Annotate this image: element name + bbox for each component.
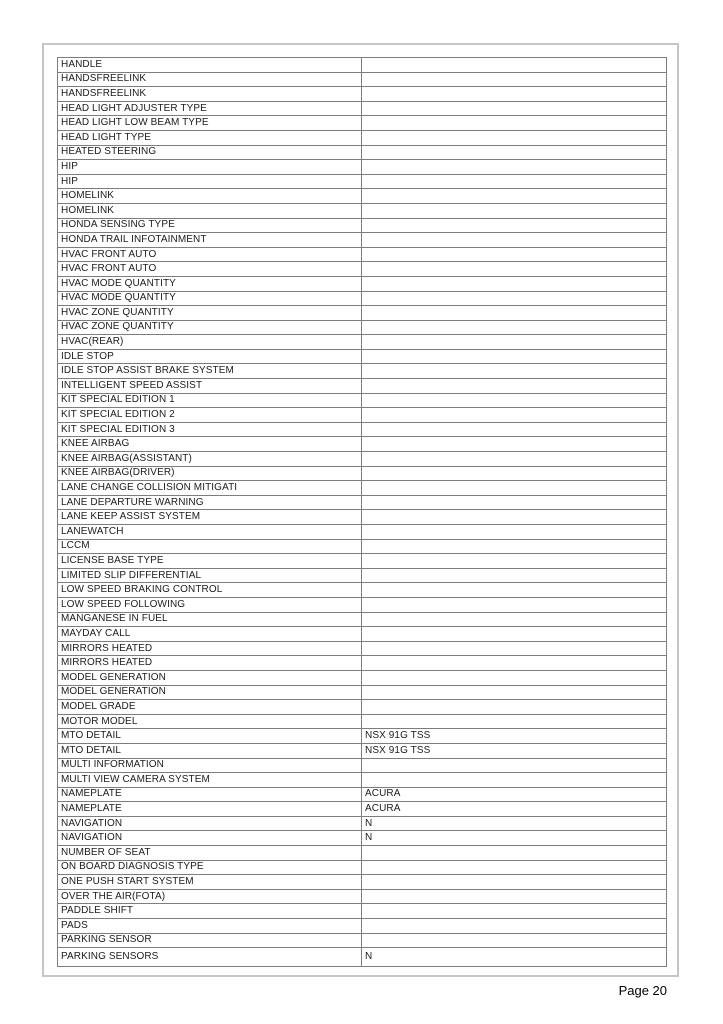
attribute-cell: KIT SPECIAL EDITION 2 bbox=[58, 408, 362, 422]
value-cell bbox=[362, 219, 666, 233]
value-cell bbox=[362, 759, 666, 773]
value-cell bbox=[362, 321, 666, 335]
attribute-cell: KIT SPECIAL EDITION 1 bbox=[58, 394, 362, 408]
table-row bbox=[58, 481, 666, 496]
table-row bbox=[58, 233, 666, 248]
table-row bbox=[58, 861, 666, 876]
attribute-cell: IDLE STOP bbox=[58, 350, 362, 364]
value-cell bbox=[362, 846, 666, 860]
value-cell: ACURA bbox=[365, 803, 401, 815]
value-cell bbox=[362, 583, 666, 597]
attribute-cell: HANDSFREELINK bbox=[58, 73, 362, 87]
table-row bbox=[58, 262, 666, 277]
value-cell bbox=[362, 394, 666, 408]
table-row bbox=[58, 700, 666, 715]
value-cell bbox=[362, 175, 666, 189]
table-row bbox=[58, 904, 666, 919]
attribute-cell: HVAC FRONT AUTO bbox=[58, 262, 362, 276]
attribute-cell: MIRRORS HEATED bbox=[58, 656, 362, 670]
table-row bbox=[58, 277, 666, 292]
value-cell bbox=[362, 540, 666, 554]
attribute-cell: ONE PUSH START SYSTEM bbox=[58, 875, 362, 889]
table-row bbox=[58, 467, 666, 482]
value-cell bbox=[362, 277, 666, 291]
value-cell bbox=[362, 452, 666, 466]
attribute-cell: NUMBER OF SEAT bbox=[58, 846, 362, 860]
attribute-cell: LANEWATCH bbox=[58, 525, 362, 539]
table-row bbox=[58, 671, 666, 686]
attribute-cell: MODEL GRADE bbox=[58, 700, 362, 714]
attribute-cell: MODEL GENERATION bbox=[58, 671, 362, 685]
table-row bbox=[58, 437, 666, 452]
value-cell: N bbox=[365, 817, 373, 829]
value-cell bbox=[362, 686, 666, 700]
attribute-cell: NAMEPLATE bbox=[58, 802, 362, 816]
attribute-cell: INTELLIGENT SPEED ASSIST bbox=[58, 379, 362, 393]
attribute-cell: PADS bbox=[58, 919, 362, 933]
value-cell bbox=[362, 364, 666, 378]
table-row bbox=[58, 306, 666, 321]
value-cell: N bbox=[365, 832, 373, 844]
table-row bbox=[58, 160, 666, 175]
attribute-cell: PADDLE SHIFT bbox=[58, 904, 362, 918]
attribute-cell: MODEL GENERATION bbox=[58, 686, 362, 700]
attribute-cell: HEAD LIGHT ADJUSTER TYPE bbox=[58, 102, 362, 116]
attribute-cell: LANE DEPARTURE WARNING bbox=[58, 496, 362, 510]
attribute-cell: MANGANESE IN FUEL bbox=[58, 613, 362, 627]
table-row bbox=[58, 219, 666, 234]
attribute-cell: HVAC(REAR) bbox=[58, 335, 362, 349]
value-cell bbox=[362, 773, 666, 787]
table-row bbox=[58, 846, 666, 861]
table-row bbox=[58, 408, 666, 423]
table-row bbox=[58, 686, 666, 701]
attribute-cell: HANDSFREELINK bbox=[58, 87, 362, 101]
table-row bbox=[58, 116, 666, 131]
value-cell bbox=[362, 861, 666, 875]
attribute-cell: HEAD LIGHT LOW BEAM TYPE bbox=[58, 116, 362, 130]
value-cell bbox=[362, 467, 666, 481]
attribute-cell: HONDA TRAIL INFOTAINMENT bbox=[58, 233, 362, 247]
table-row bbox=[58, 788, 666, 803]
table-row bbox=[58, 146, 666, 161]
value-cell bbox=[362, 204, 666, 218]
value-cell bbox=[362, 58, 666, 72]
table-row bbox=[58, 934, 666, 949]
attribute-cell: PARKING SENSORS bbox=[58, 948, 362, 966]
table-row bbox=[58, 292, 666, 307]
attribute-cell: MULTI VIEW CAMERA SYSTEM bbox=[58, 773, 362, 787]
value-cell bbox=[362, 335, 666, 349]
attribute-cell: PARKING SENSOR bbox=[58, 934, 362, 948]
table-row bbox=[58, 890, 666, 905]
value-cell bbox=[362, 496, 666, 510]
attribute-cell: HVAC ZONE QUANTITY bbox=[58, 321, 362, 335]
table-row bbox=[58, 350, 666, 365]
attribute-cell: MTO DETAIL bbox=[58, 744, 362, 758]
value-cell: N bbox=[365, 951, 373, 963]
value-cell: NSX 91G TSS bbox=[365, 730, 431, 742]
table-row bbox=[58, 656, 666, 671]
value-cell: NSX 91G TSS bbox=[365, 744, 431, 756]
attribute-cell: HANDLE bbox=[58, 58, 362, 72]
table-row bbox=[58, 87, 666, 102]
attribute-cell: KNEE AIRBAG bbox=[58, 437, 362, 451]
attribute-cell: MULTI INFORMATION bbox=[58, 759, 362, 773]
attribute-cell: HVAC ZONE QUANTITY bbox=[58, 306, 362, 320]
table-row bbox=[58, 189, 666, 204]
table-row bbox=[58, 627, 666, 642]
value-cell bbox=[362, 146, 666, 160]
table-row bbox=[58, 58, 666, 73]
attribute-cell: MOTOR MODEL bbox=[58, 715, 362, 729]
value-cell bbox=[362, 160, 666, 174]
attribute-cell: LOW SPEED FOLLOWING bbox=[58, 598, 362, 612]
attribute-cell: HONDA SENSING TYPE bbox=[58, 219, 362, 233]
attribute-cell: NAMEPLATE bbox=[58, 788, 362, 802]
table-row bbox=[58, 875, 666, 890]
value-cell bbox=[362, 569, 666, 583]
attribute-cell: HVAC MODE QUANTITY bbox=[58, 277, 362, 291]
table-row bbox=[58, 510, 666, 525]
attribute-cell: KNEE AIRBAG(DRIVER) bbox=[58, 467, 362, 481]
attribute-cell: HIP bbox=[58, 175, 362, 189]
attribute-cell: KNEE AIRBAG(ASSISTANT) bbox=[58, 452, 362, 466]
value-cell bbox=[362, 102, 666, 116]
table-row bbox=[58, 496, 666, 511]
table-row bbox=[58, 423, 666, 438]
attribute-cell: OVER THE AIR(FOTA) bbox=[58, 890, 362, 904]
attribute-cell: HOMELINK bbox=[58, 204, 362, 218]
value-cell bbox=[362, 554, 666, 568]
value-cell bbox=[362, 408, 666, 422]
table-row bbox=[58, 642, 666, 657]
value-cell bbox=[362, 87, 666, 101]
attribute-cell: NAVIGATION bbox=[58, 831, 362, 845]
table-row bbox=[58, 335, 666, 350]
table-row bbox=[58, 729, 666, 744]
value-cell bbox=[362, 189, 666, 203]
attribute-cell: LCCM bbox=[58, 540, 362, 554]
value-cell bbox=[362, 379, 666, 393]
value-cell bbox=[362, 934, 666, 948]
table-row bbox=[58, 131, 666, 146]
value-cell bbox=[362, 510, 666, 524]
value-cell bbox=[362, 262, 666, 276]
table-row bbox=[58, 773, 666, 788]
value-cell bbox=[362, 875, 666, 889]
table-row bbox=[58, 613, 666, 628]
value-cell bbox=[362, 715, 666, 729]
value-cell bbox=[362, 656, 666, 670]
value-cell bbox=[362, 423, 666, 437]
value-cell bbox=[362, 306, 666, 320]
table-row bbox=[58, 598, 666, 613]
value-cell bbox=[362, 292, 666, 306]
table-row bbox=[58, 715, 666, 730]
table-row bbox=[58, 554, 666, 569]
table-row bbox=[58, 831, 666, 846]
table-row bbox=[58, 394, 666, 409]
table-row bbox=[58, 73, 666, 88]
table-row bbox=[58, 321, 666, 336]
table-row bbox=[58, 248, 666, 263]
attribute-cell: MIRRORS HEATED bbox=[58, 642, 362, 656]
value-cell bbox=[362, 598, 666, 612]
value-cell bbox=[362, 116, 666, 130]
value-cell bbox=[362, 233, 666, 247]
value-cell: ACURA bbox=[365, 788, 401, 800]
value-cell bbox=[362, 73, 666, 87]
value-cell bbox=[362, 671, 666, 685]
page-number-footer: Page 20 bbox=[618, 983, 667, 998]
value-cell bbox=[362, 613, 666, 627]
attribute-cell: LIMITED SLIP DIFFERENTIAL bbox=[58, 569, 362, 583]
value-cell bbox=[362, 525, 666, 539]
table-row bbox=[58, 583, 666, 598]
attribute-cell: NAVIGATION bbox=[58, 817, 362, 831]
attribute-cell: LOW SPEED BRAKING CONTROL bbox=[58, 583, 362, 597]
attribute-cell: HIP bbox=[58, 160, 362, 174]
table-row bbox=[58, 802, 666, 817]
table-row bbox=[58, 919, 666, 934]
table-row bbox=[58, 948, 666, 966]
attribute-cell: ON BOARD DIAGNOSIS TYPE bbox=[58, 861, 362, 875]
attribute-cell: HVAC MODE QUANTITY bbox=[58, 292, 362, 306]
attribute-cell: LICENSE BASE TYPE bbox=[58, 554, 362, 568]
value-cell bbox=[362, 890, 666, 904]
table-row bbox=[58, 569, 666, 584]
value-cell bbox=[362, 350, 666, 364]
table-row bbox=[58, 540, 666, 555]
table-row bbox=[58, 175, 666, 190]
attribute-cell: MTO DETAIL bbox=[58, 729, 362, 743]
value-cell bbox=[362, 904, 666, 918]
value-cell bbox=[362, 131, 666, 145]
attribute-cell: HEAD LIGHT TYPE bbox=[58, 131, 362, 145]
table-row bbox=[58, 379, 666, 394]
spec-table bbox=[57, 57, 667, 967]
attribute-cell: HOMELINK bbox=[58, 189, 362, 203]
attribute-cell: KIT SPECIAL EDITION 3 bbox=[58, 423, 362, 437]
value-cell bbox=[362, 700, 666, 714]
table-row bbox=[58, 744, 666, 759]
table-row bbox=[58, 759, 666, 774]
value-cell bbox=[362, 481, 666, 495]
table-row bbox=[58, 102, 666, 117]
table-row bbox=[58, 452, 666, 467]
attribute-cell: LANE KEEP ASSIST SYSTEM bbox=[58, 510, 362, 524]
attribute-cell: IDLE STOP ASSIST BRAKE SYSTEM bbox=[58, 364, 362, 378]
value-cell bbox=[362, 248, 666, 262]
table-row bbox=[58, 204, 666, 219]
value-cell bbox=[362, 642, 666, 656]
value-cell bbox=[362, 627, 666, 641]
value-cell bbox=[362, 919, 666, 933]
attribute-cell: MAYDAY CALL bbox=[58, 627, 362, 641]
attribute-cell: HVAC FRONT AUTO bbox=[58, 248, 362, 262]
value-cell bbox=[362, 437, 666, 451]
table-row bbox=[58, 525, 666, 540]
table-row bbox=[58, 817, 666, 832]
attribute-cell: LANE CHANGE COLLISION MITIGATI bbox=[58, 481, 362, 495]
attribute-cell: HEATED STEERING bbox=[58, 146, 362, 160]
table-row bbox=[58, 364, 666, 379]
